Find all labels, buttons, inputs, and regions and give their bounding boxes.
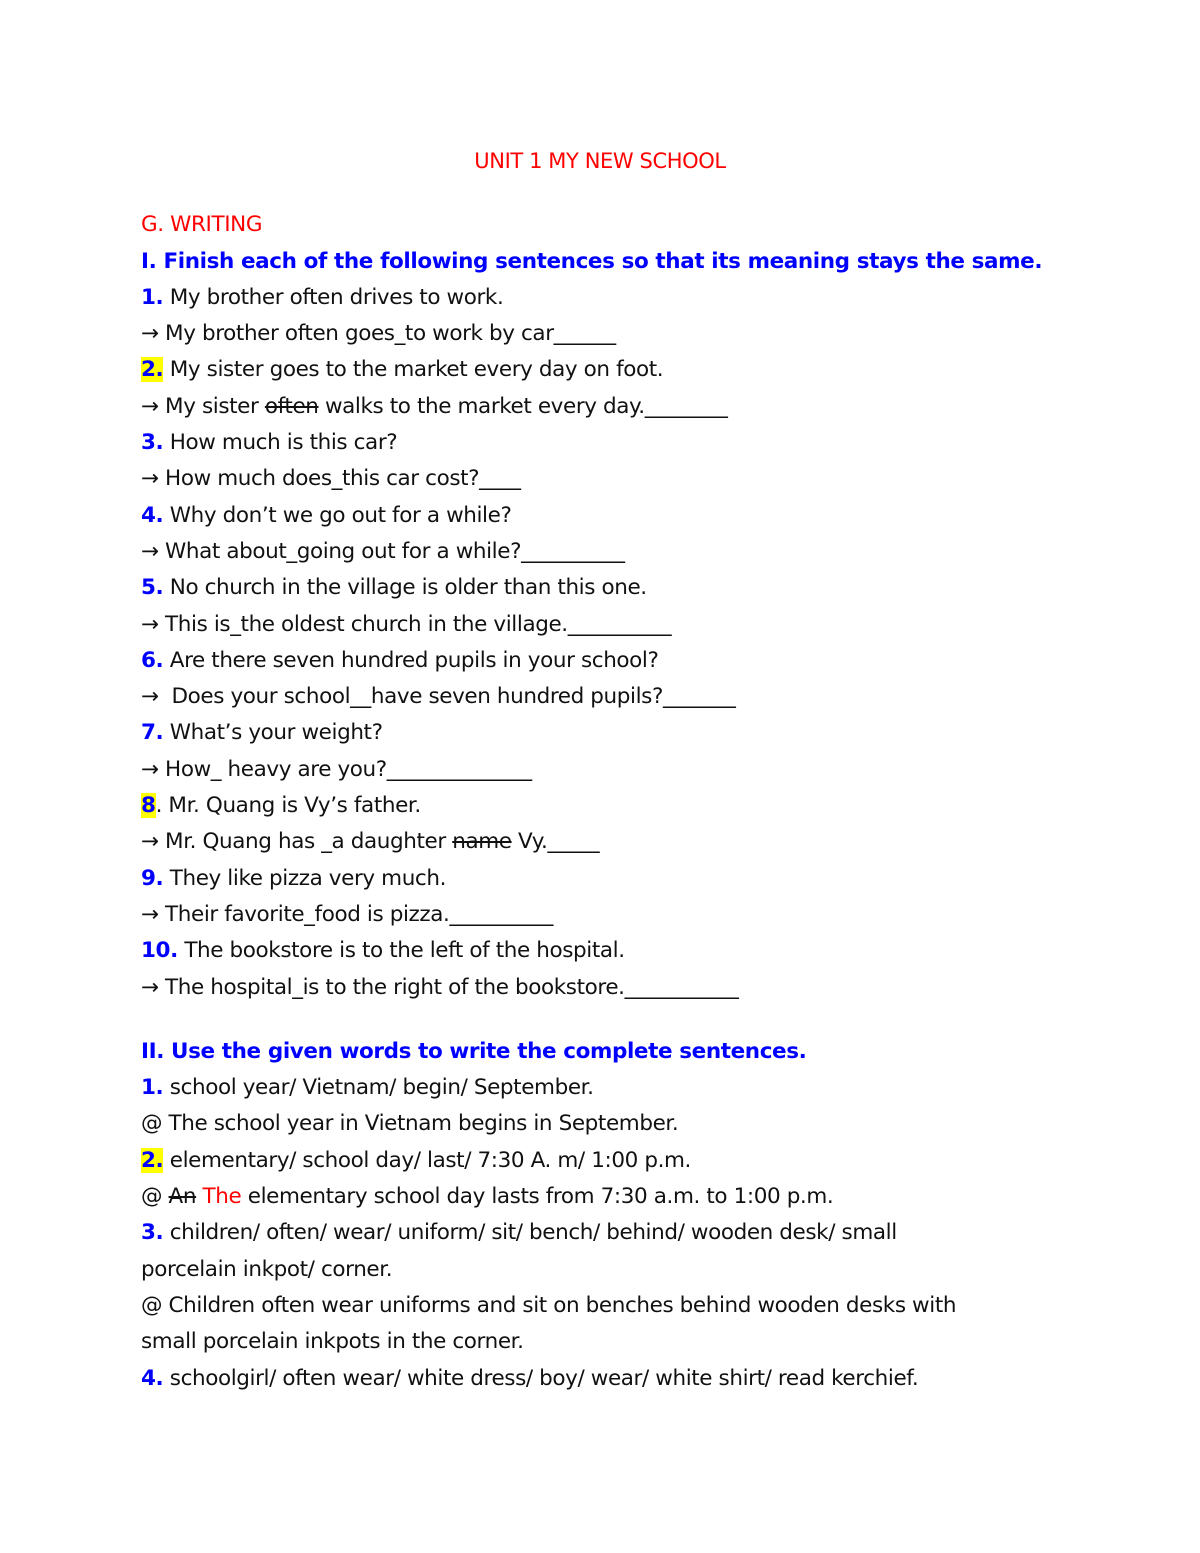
- exercise-sentence: [141, 788, 1061, 824]
- item-number: 10.: [141, 938, 178, 964]
- exercise-answer-continued: small porcelain inkpots in the corner.: [141, 1329, 524, 1355]
- exercise-answer: @ Children often wear uniforms and sit on benches behind wooden desks with: [141, 1292, 957, 1318]
- struck-word: name: [452, 829, 512, 855]
- exercise-sentence: [141, 715, 1061, 751]
- sentence-text: How much is this car?: [163, 430, 398, 456]
- exercise-prompt-continued: porcelain inkpot/ corner.: [141, 1256, 393, 1282]
- exercise-prompt: [141, 1070, 1061, 1106]
- sentence-text: No church in the village is older than this one.: [163, 575, 647, 601]
- item-number: 1.: [141, 284, 164, 310]
- page-title: UNIT 1 MY NEW SCHOOL: [474, 149, 726, 173]
- sentence-text: Mr. Quang is Vy’s father.: [162, 793, 421, 819]
- spacer: [141, 179, 1061, 207]
- struck-word: An: [168, 1184, 197, 1210]
- answer-text: walks to the market every day.________: [318, 393, 728, 419]
- exercise-answer: → This is_the oldest church in the village.__________: [141, 611, 672, 637]
- exercise-answer: → Does your school__have seven hundred pupils?_______: [141, 684, 736, 710]
- item-number: 3.: [141, 430, 164, 456]
- item-number: 1.: [141, 1075, 164, 1101]
- item-number: 4.: [141, 1365, 164, 1391]
- item-number: 6.: [141, 647, 164, 673]
- sentence-text: The bookstore is to the left of the hospital.: [177, 938, 625, 964]
- answer-text: elementary school day lasts from 7:30 a.m. to 1:00 p.m.: [241, 1184, 834, 1210]
- prompt-text: schoolgirl/ often wear/ white dress/ boy/ wear/ white shirt/ read kerchief.: [163, 1365, 919, 1391]
- item-number: 7.: [141, 720, 164, 746]
- part2-instruction: [141, 1034, 1061, 1070]
- sentence-text: What’s your weight?: [163, 720, 383, 746]
- exercise-answer: [141, 389, 1061, 425]
- section-heading: G. WRITING: [141, 212, 263, 238]
- exercise-sentence: [141, 280, 1061, 316]
- exercise-sentence: [141, 643, 1061, 679]
- item-number: 9.: [141, 865, 164, 891]
- exercise-answer: @ The school year in Vietnam begins in September.: [141, 1111, 679, 1137]
- answer-text: → My sister: [141, 393, 265, 419]
- exercise-prompt: [141, 1215, 1061, 1251]
- answer-text: @: [141, 1184, 169, 1210]
- struck-word: often: [264, 393, 319, 419]
- prompt-text: children/ often/ wear/ uniform/ sit/ bench/ behind/ wooden desk/ small: [163, 1220, 897, 1246]
- prompt-text: school year/ Vietnam/ begin/ September.: [163, 1075, 594, 1101]
- exercise-answer: → How much does_this car cost?____: [141, 466, 521, 492]
- answer-text: Vy._____: [511, 829, 600, 855]
- document-page: [141, 143, 1061, 1397]
- sentence-text: Why don’t we go out for a while?: [163, 502, 512, 528]
- item-number-highlighted: 2.: [141, 357, 164, 383]
- part2-instruction-text: Use the given words to write the complete sentences.: [163, 1038, 807, 1064]
- item-number: 4.: [141, 502, 164, 528]
- prompt-text: elementary/ school day/ last/ 7:30 A. m/ 1:00 p.m.: [163, 1147, 691, 1173]
- exercise-sentence: [141, 570, 1061, 606]
- correction-word: The: [196, 1184, 242, 1210]
- spacer: [141, 1006, 1061, 1034]
- item-number: 3.: [141, 1220, 164, 1246]
- exercise-prompt: [141, 1143, 1061, 1179]
- part1-instruction-text: Finish each of the following sentences so that its meaning stays the same.: [156, 248, 1043, 274]
- sentence-text: My brother often drives to work.: [163, 284, 504, 310]
- part1-instruction: [141, 244, 1061, 280]
- sentence-text: Are there seven hundred pupils in your school?: [163, 647, 659, 673]
- exercise-prompt: [141, 1361, 1061, 1397]
- exercise-answer: → Their favorite_food is pizza.__________: [141, 901, 553, 927]
- part2-roman: II.: [141, 1038, 164, 1064]
- exercise-sentence: [141, 933, 1061, 969]
- exercise-answer: → What about_going out for a while?__________: [141, 538, 625, 564]
- exercise-sentence: [141, 861, 1061, 897]
- item-number: 5.: [141, 575, 164, 601]
- exercise-answer: [141, 824, 1061, 860]
- item-number-highlighted: 2.: [141, 1147, 164, 1173]
- exercise-answer: → My brother often goes_to work by car______: [141, 321, 616, 347]
- exercise-answer: → How_ heavy are you?______________: [141, 756, 532, 782]
- exercise-answer: → The hospital_is to the right of the bookstore.___________: [141, 974, 739, 1000]
- part1-roman: I.: [141, 248, 157, 274]
- answer-text: → Mr. Quang has _a daughter: [141, 829, 453, 855]
- exercise-sentence: [141, 425, 1061, 461]
- sentence-text: My sister goes to the market every day on foot.: [163, 357, 664, 383]
- sentence-text: They like pizza very much.: [163, 865, 447, 891]
- item-number-suffix: .: [155, 793, 162, 819]
- exercise-sentence: [141, 498, 1061, 534]
- exercise-sentence: [141, 352, 1061, 388]
- exercise-answer: [141, 1179, 1061, 1215]
- item-number-highlighted: 8: [141, 793, 156, 819]
